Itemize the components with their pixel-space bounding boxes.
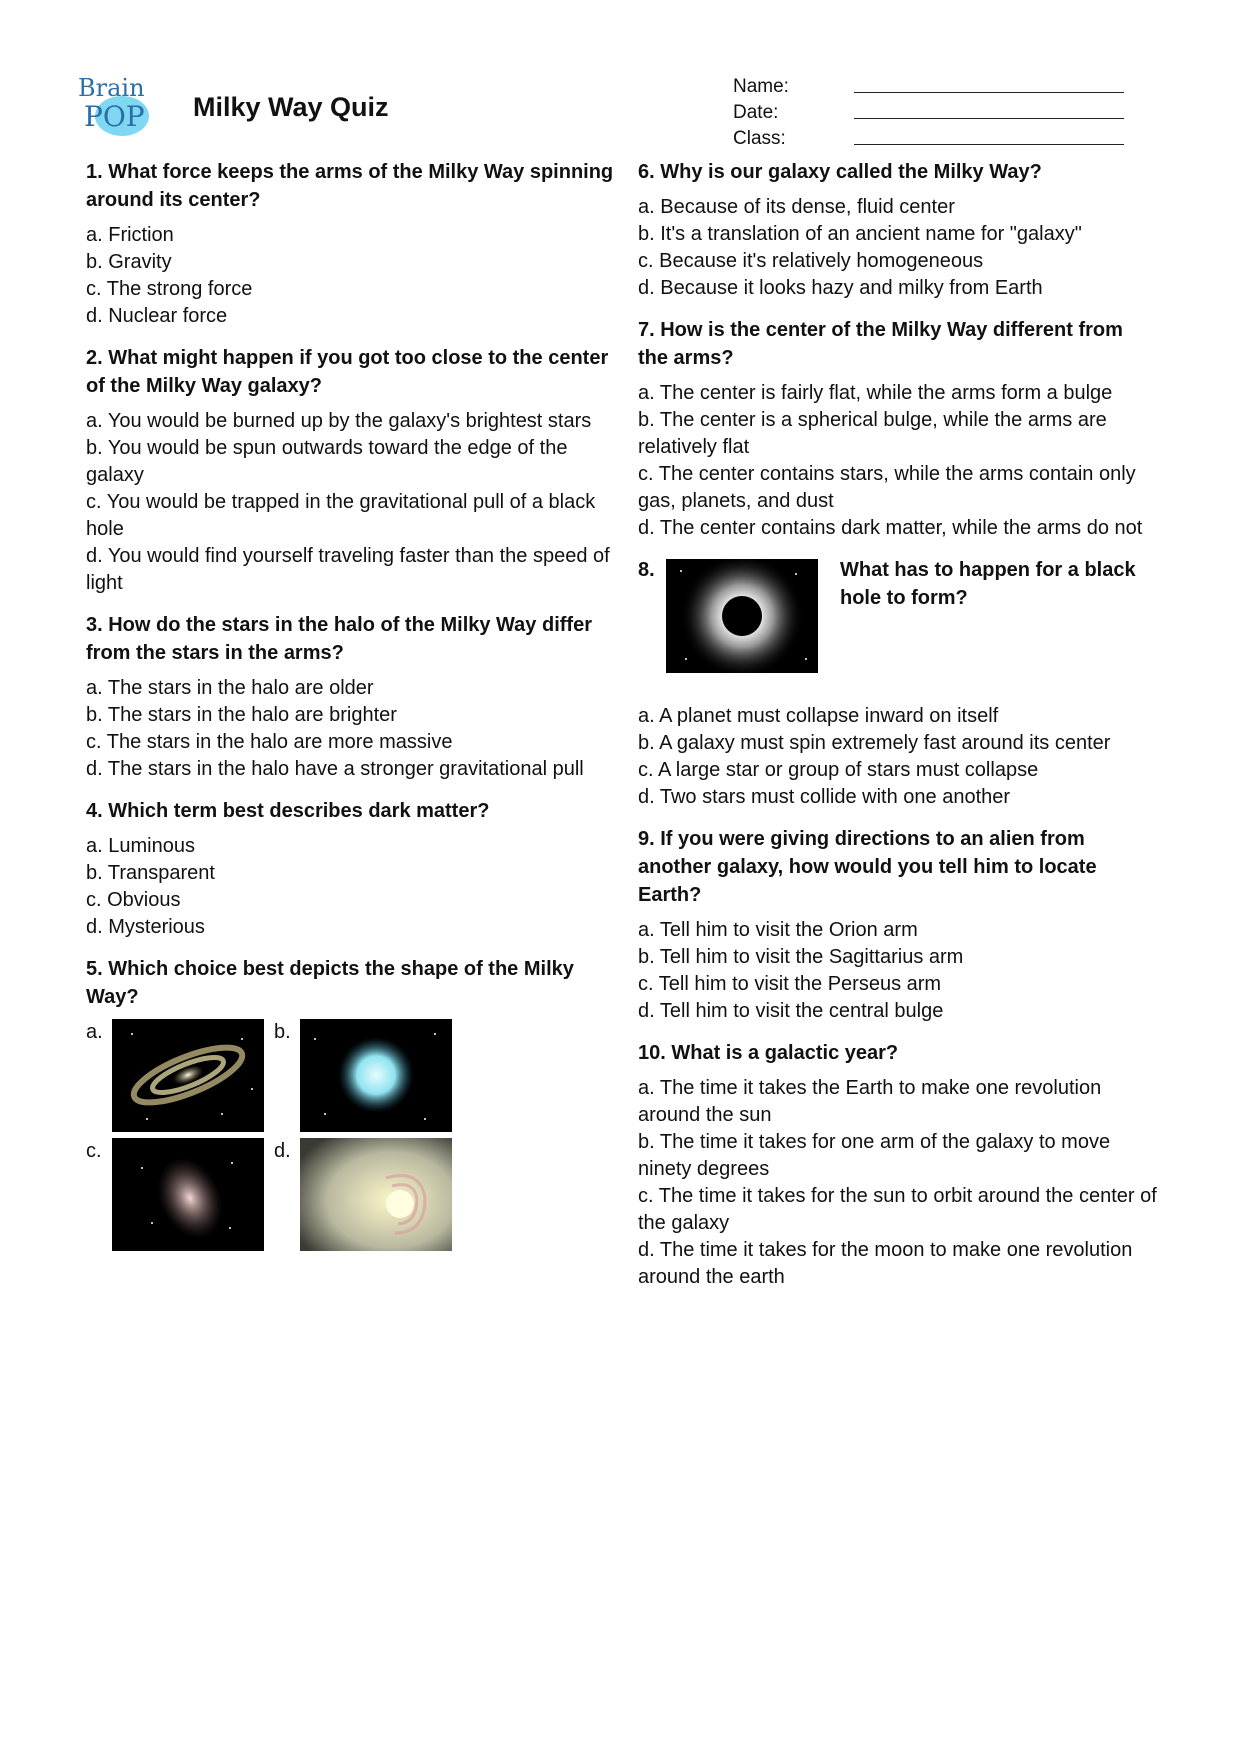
question-10 [638, 1039, 1158, 1291]
option-b[interactable]: b. The time it takes for one arm of the galaxy to move ninety degrees [638, 1131, 1111, 1180]
question-8-header [638, 556, 1158, 681]
option-d-label[interactable]: d. [274, 1140, 291, 1162]
option-d[interactable]: d. Because it looks hazy and milky from Earth [638, 277, 1043, 299]
name-label: Name: [733, 76, 789, 97]
question-5 [86, 955, 616, 1253]
option-d[interactable]: d. Tell him to visit the central bulge [638, 1000, 944, 1022]
option-b[interactable]: b. Transparent [86, 862, 215, 884]
option-d[interactable]: d. Two stars must collide with one another [638, 786, 1011, 808]
option-b[interactable]: b. A galaxy must spin extremely fast around its center [638, 732, 1111, 754]
option-c[interactable]: c. The strong force [86, 278, 253, 300]
question-text: 2. What might happen if you got too close to the center of the Milky Way galaxy? [86, 347, 609, 397]
option-b[interactable]: b. You would be spun outwards toward the edge of the galaxy [86, 437, 568, 486]
option-b[interactable]: b. Gravity [86, 251, 172, 273]
option-d[interactable]: d. Nuclear force [86, 305, 228, 327]
class-line[interactable] [854, 144, 1124, 145]
page-title: Milky Way Quiz [193, 92, 389, 122]
class-label: Class: [733, 128, 786, 149]
left-column [86, 158, 616, 1267]
question-text: 3. How do the stars in the halo of the Milky Way differ from the stars in the arms? [86, 614, 592, 664]
option-b[interactable]: b. It's a translation of an ancient name for "galaxy" [638, 223, 1082, 245]
option-b[interactable]: b. Tell him to visit the Sagittarius arm [638, 946, 964, 968]
option-c-label[interactable]: c. [86, 1140, 102, 1162]
option-d[interactable]: d. Mysterious [86, 916, 205, 938]
question-2 [86, 344, 616, 597]
brainpop-logo [76, 70, 158, 140]
question-6 [638, 158, 1158, 302]
logo-text-brain: Brain [78, 74, 145, 102]
spiral-galaxy-image[interactable] [112, 1019, 264, 1132]
question-text: 5. Which choice best depicts the shape of the Milky Way? [86, 958, 574, 1008]
question-text: 1. What force keeps the arms of the Milky Way spinning around its center? [86, 161, 614, 211]
option-c[interactable]: c. The stars in the halo are more massive [86, 731, 453, 753]
option-a[interactable]: a. Because of its dense, fluid center [638, 196, 955, 218]
name-field[interactable] [733, 74, 789, 100]
image-options-grid [86, 1019, 616, 1253]
class-field[interactable] [733, 126, 789, 152]
date-label: Date: [733, 102, 779, 123]
question-text: 10. What is a galactic year? [638, 1042, 899, 1064]
option-c[interactable]: c. Because it's relatively homogeneous [638, 250, 984, 272]
question-text: 4. Which term best describes dark matter? [86, 800, 490, 822]
question-3 [86, 611, 616, 783]
question-text: 9. If you were giving directions to an alien from another galaxy, how would you tell him to locate Earth? [638, 828, 1097, 906]
option-b-label[interactable]: b. [274, 1021, 291, 1043]
question-text: 7. How is the center of the Milky Way different from the arms? [638, 319, 1123, 369]
option-a[interactable]: a. The time it takes the Earth to make one revolution around the sun [638, 1077, 1102, 1126]
option-a[interactable]: a. Luminous [86, 835, 195, 857]
option-c[interactable]: c. The time it takes for the sun to orbit around the center of the galaxy [638, 1185, 1157, 1234]
option-a-label[interactable]: a. [86, 1021, 103, 1043]
option-d[interactable]: d. You would find yourself traveling faster than the speed of light [86, 545, 610, 594]
question-number: 8. [638, 559, 655, 581]
student-info-fields [733, 74, 789, 152]
black-hole-image [666, 559, 818, 673]
option-a[interactable]: a. A planet must collapse inward on itself [638, 705, 999, 727]
option-c[interactable]: c. A large star or group of stars must collapse [638, 759, 1039, 781]
question-1 [86, 158, 616, 330]
option-c[interactable]: c. Obvious [86, 889, 181, 911]
question-8 [638, 556, 1158, 811]
logo-text-pop: POP [84, 100, 145, 133]
date-field[interactable] [733, 100, 789, 126]
question-7 [638, 316, 1158, 542]
elliptical-galaxy-image[interactable] [300, 1019, 452, 1132]
hazy-spiral-image[interactable] [300, 1138, 452, 1251]
right-column [638, 158, 1158, 1305]
question-4 [86, 797, 616, 941]
question-text: What has to happen for a black hole to form? [840, 559, 1136, 609]
option-c[interactable]: c. Tell him to visit the Perseus arm [638, 973, 942, 995]
option-c[interactable]: c. The center contains stars, while the arms contain only gas, planets, and dust [638, 463, 1136, 512]
option-b[interactable]: b. The stars in the halo are brighter [86, 704, 397, 726]
question-text: 6. Why is our galaxy called the Milky Way? [638, 161, 1042, 183]
option-b[interactable]: b. The center is a spherical bulge, while the arms are relatively flat [638, 409, 1107, 458]
option-a[interactable]: a. You would be burned up by the galaxy's brightest stars [86, 410, 592, 432]
option-a[interactable]: a. The stars in the halo are older [86, 677, 374, 699]
option-c[interactable]: c. You would be trapped in the gravitational pull of a black hole [86, 491, 596, 540]
date-line[interactable] [854, 118, 1124, 119]
question-9 [638, 825, 1158, 1025]
option-a[interactable]: a. The center is fairly flat, while the arms form a bulge [638, 382, 1113, 404]
option-d[interactable]: d. The time it takes for the moon to make one revolution around the earth [638, 1239, 1133, 1288]
name-line[interactable] [854, 92, 1124, 93]
option-a[interactable]: a. Friction [86, 224, 174, 246]
option-a[interactable]: a. Tell him to visit the Orion arm [638, 919, 918, 941]
option-d[interactable]: d. The center contains dark matter, while the arms do not [638, 517, 1143, 539]
option-d[interactable]: d. The stars in the halo have a stronger gravitational pull [86, 758, 584, 780]
irregular-galaxy-image[interactable] [112, 1138, 264, 1251]
